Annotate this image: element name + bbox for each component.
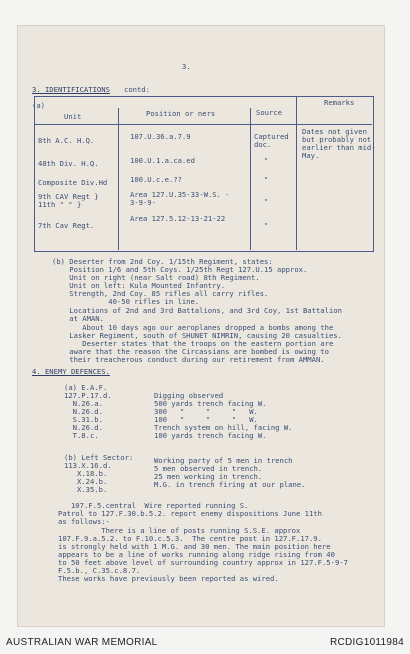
patrol-line: Patrol to 127.F.30.b.5.2. report enemy dispositions June 11th	[58, 509, 322, 518]
defence-ref: 127.P.17.d.	[64, 391, 112, 400]
patrol-line: to 50 feet above level of surrounding country approx in 127.F.5-9-7	[58, 558, 348, 567]
table-col-divider	[250, 108, 251, 250]
table-row-source: "	[264, 221, 269, 230]
table-row-unit: Composite Div.Hd	[38, 178, 108, 187]
table-header-position: Position or ners	[146, 109, 216, 118]
defence-ref: S.31.b.	[64, 415, 103, 424]
deserter-line: aware that the reason the Circassians are bombed is owing to	[52, 347, 329, 356]
defence-ref: X.18.b.	[64, 469, 108, 478]
patrol-line: as follows:-	[58, 517, 110, 526]
table-row-source: Captured doc.	[254, 132, 289, 149]
table-col-divider	[296, 96, 297, 250]
table-row-position: 100.U.c.e.??	[130, 175, 182, 184]
deserter-line: at AMAN.	[52, 314, 104, 323]
patrol-line: appears to be a line of works running along ridge rising from 40	[58, 550, 335, 559]
section-4b-label: (b) Left Sector:	[64, 453, 134, 462]
table-col-divider	[118, 108, 119, 250]
deserter-line: Strength, 2nd Coy. 85 rifles all carry rifles.	[52, 289, 269, 298]
defence-ref: N.26.d.	[64, 423, 103, 432]
table-row-unit: 7th Cav Regt.	[38, 221, 95, 230]
defence-desc: M.G. in trench firing at our plane.	[154, 480, 306, 489]
defence-ref: N.26.a.	[64, 399, 103, 408]
patrol-line: There is a line of posts running S.S.E. approx	[58, 526, 301, 535]
deserter-line: Position 1/6 and 5th Coys. 1/25th Regt 127.U.15 approx.	[52, 265, 308, 274]
table-header-divider	[34, 124, 372, 125]
section-4-heading: 4. ENEMY DEFENCES.	[32, 367, 110, 376]
deserter-line: About 10 days ago our aeroplanes dropped a bombs among the	[52, 323, 334, 332]
defence-desc: 5 men observed in trench.	[154, 464, 263, 473]
defence-desc: 25 men working in trench.	[154, 472, 263, 481]
section-3-heading: 3. IDENTIFICATIONS	[32, 85, 110, 94]
defence-ref: 113.X.16.d.	[64, 461, 112, 470]
patrol-line: 107.F.5.central Wire reported running S.	[58, 501, 249, 510]
deserter-line: Unit on right (near Salt road) 8th Regiment.	[52, 273, 260, 282]
table-row-remarks: May.	[302, 151, 320, 160]
deserter-line: 40-50 rifles in line.	[52, 297, 200, 306]
patrol-line: F.5.b., C.35.c.8.7.	[58, 566, 141, 575]
table-row-source: "	[264, 197, 269, 206]
deserter-line: Lasker Regiment, south of SHUNET NIMRIN, causing 20 casualties.	[52, 331, 342, 340]
table-row-position: Area 127.5.12-13-21-22	[130, 214, 226, 223]
footer-record-id: RCDIG1011984	[329, 637, 404, 648]
deserter-line: Unit on left: Kula Mounted Infantry.	[52, 281, 226, 290]
table-row-remarks: Dates not given	[302, 127, 367, 136]
defence-desc: 300 " " " W.	[154, 407, 258, 416]
document-page	[18, 26, 384, 626]
defence-ref: X.35.b.	[64, 485, 108, 494]
defence-desc: Digging observed	[154, 391, 224, 400]
deserter-line: their treacherous conduct during our retirement from AMMAN.	[52, 355, 325, 364]
defence-desc: 100 " " " W.	[154, 415, 258, 424]
table-row-source: "	[264, 175, 269, 184]
defence-ref: X.24.b.	[64, 477, 108, 486]
table-row-source: "	[264, 156, 269, 165]
patrol-line: 107.F.9.a.5.2. to F.10.c.5.3. The centre post in 127.F.17.9.	[58, 534, 322, 543]
table-row-position: Area 127.U.35-33-W.S. - 3-9-9-	[130, 190, 230, 207]
table-row-position: 107.U.36.a.7.9	[130, 132, 191, 141]
section-4a-label: (a) E.A.F.	[64, 383, 108, 392]
table-row-remarks: earlier than mid-	[302, 143, 376, 152]
defence-ref: T.8.c.	[64, 431, 99, 440]
archive-footer	[0, 634, 410, 654]
defence-desc: Trench system on hill, facing W.	[154, 423, 293, 432]
defence-desc: 100 yards trench facing W.	[154, 431, 267, 440]
deserter-line: Locations of 2nd and 3rd Battalions, and 3rd Coy, 1st Battalion	[52, 306, 342, 315]
table-row-remarks: but probably not	[302, 135, 372, 144]
defence-desc: Working party of 5 men in trench	[154, 456, 293, 465]
table-header-unit: Unit	[64, 112, 82, 121]
table-row-unit: 48th Div. H.Q.	[38, 159, 99, 168]
patrol-line: is strongly held with 1 M.G. and 30 men. The main position here	[58, 542, 331, 551]
table-row-position: 100.U.1.a.ca.ed	[130, 156, 195, 165]
page-number: 3.	[182, 62, 191, 71]
table-row-unit: 9th CAV Regt } 11th " " }	[38, 192, 99, 209]
section-3a-label: (a)	[32, 101, 45, 110]
patrol-line: These works have previously been reported as wired.	[58, 574, 279, 583]
defence-ref: N.26.d.	[64, 407, 103, 416]
section-3-contd: contd:	[124, 85, 150, 94]
deserter-line: (b) Deserter from 2nd Coy. 1/15th Regiment, states:	[52, 257, 273, 266]
deserter-line: Deserter states that the troops on the eastern portion are	[52, 339, 334, 348]
table-header-remarks: Remarks	[324, 98, 355, 107]
table-header-source: Source	[256, 108, 282, 117]
footer-source: AUSTRALIAN WAR MEMORIAL	[6, 637, 158, 648]
defence-desc: 500 yards trench facing W.	[154, 399, 267, 408]
table-row-unit: 8th A.C. H.Q.	[38, 136, 95, 145]
